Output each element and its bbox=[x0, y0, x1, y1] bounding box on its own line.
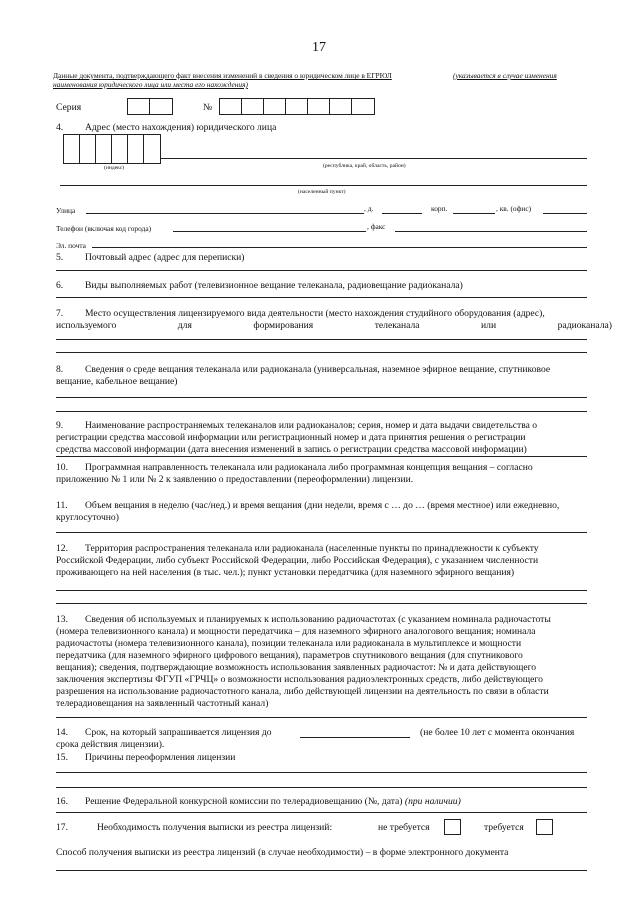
section15-title: Причины переоформления лицензии bbox=[85, 752, 236, 763]
phone-line[interactable] bbox=[173, 231, 366, 232]
section7-line2: используемого для формирования телеканала или радиоканала) bbox=[56, 320, 612, 331]
section6-line[interactable] bbox=[56, 297, 587, 298]
extract-method-label: Способ получения выписки из реестра лицензий (в случае необходимости) – в форме электронного документа bbox=[56, 847, 509, 858]
number-box-3[interactable] bbox=[263, 98, 287, 115]
section10-line1: Программная направленность телеканала или радиоканала либо программная концепция вещания – согласно bbox=[85, 462, 533, 473]
section4-title: Адрес (место нахождения) юридического лица bbox=[85, 122, 277, 133]
email-label: Эл. почта bbox=[56, 241, 86, 250]
section13-line2: (номера телевизионного канала) и мощности передатчика – для наземного эфирного аналогового вещания; номинала bbox=[56, 626, 536, 637]
section4-num: 4. bbox=[56, 122, 64, 133]
section16-title-text: Решение Федеральной конкурсной комиссии по телерадиовещанию (№, дата) bbox=[85, 796, 403, 807]
section12-line-b[interactable] bbox=[56, 603, 587, 604]
egrul-note bbox=[53, 71, 598, 89]
section13-line1: Сведения об используемых и планируемых к использованию радиочастотах (с указанием номинала радиочастоты bbox=[85, 614, 551, 625]
number-box-5[interactable] bbox=[307, 98, 331, 115]
series-box-2[interactable] bbox=[149, 98, 173, 115]
section15-num: 15. bbox=[56, 752, 68, 763]
section12-line1: Территория распространения телеканала или радиоканала (населенные пункты по принадлежности к субъекту bbox=[85, 543, 539, 554]
street-line[interactable] bbox=[86, 213, 364, 214]
section14-line1-b: (не более 10 лет с момента окончания bbox=[420, 727, 575, 738]
number-label: № bbox=[203, 102, 213, 113]
section12-line-a[interactable] bbox=[56, 590, 587, 591]
fax-label: , факс bbox=[367, 222, 386, 231]
building-label: корп. bbox=[431, 204, 448, 213]
page-number: 17 bbox=[312, 40, 326, 55]
fax-line[interactable] bbox=[395, 231, 587, 232]
section16-note: (при наличии) bbox=[404, 796, 461, 807]
series-box-1[interactable] bbox=[127, 98, 151, 115]
section13-num: 13. bbox=[56, 614, 68, 625]
number-box-4[interactable] bbox=[285, 98, 309, 115]
section9-line3: средства массовой информации (дата внесения изменений в запись о регистрации средства массовой информации) bbox=[56, 444, 527, 455]
section15-line-b[interactable] bbox=[56, 787, 587, 788]
section11-line1: Объем вещания в неделю (час/нед.) и время вещания (дни недели, время с … до … (время местное) или ежедневно, bbox=[85, 500, 560, 511]
egrul-note-text: (указывается в случае изменения наименования юридического лица или места его нахождения) bbox=[53, 71, 557, 89]
number-box-6[interactable] bbox=[329, 98, 353, 115]
locality-line[interactable] bbox=[60, 185, 587, 186]
house-line[interactable] bbox=[382, 213, 422, 214]
region-line[interactable] bbox=[161, 158, 587, 159]
extract-method-line[interactable] bbox=[56, 870, 587, 871]
house-label: , д. bbox=[364, 204, 374, 213]
section9-line1: Наименование распространяемых телеканалов или радиоканалов; серия, номер и дата выдачи свидетельства о bbox=[85, 420, 538, 431]
section17-title: Необходимость получения выписки из реестра лицензий: bbox=[97, 822, 333, 833]
section8-line-b[interactable] bbox=[56, 411, 587, 412]
section15-line-a[interactable] bbox=[56, 772, 587, 773]
section7-line-a[interactable] bbox=[56, 339, 587, 340]
section14-date-line[interactable] bbox=[300, 737, 410, 738]
section13-line8: телерадиовещания на заявленный частотный канал) bbox=[56, 698, 269, 709]
region-caption: (республика, край, область, район) bbox=[323, 163, 406, 169]
index-caption: (индекс) bbox=[104, 165, 125, 171]
email-line[interactable] bbox=[92, 247, 587, 248]
section11-line2: круглосуточно) bbox=[56, 512, 119, 523]
section10-line2: приложению № 1 или № 2 к заявлению о предоставлении (переоформлении) лицензии. bbox=[56, 474, 414, 485]
section8-line1: Сведения о среде вещания телеканала или радиоканала (универсальная, наземное эфирное вещание, спутниковое bbox=[85, 364, 551, 375]
section16-line-a[interactable] bbox=[56, 812, 587, 813]
section12-num: 12. bbox=[56, 543, 68, 554]
section10-num: 10. bbox=[56, 462, 68, 473]
series-label: Серия bbox=[56, 102, 82, 113]
street-label: Улица bbox=[56, 206, 76, 215]
section13-line6: заключения экспертизы ФГУП «ГРЧЦ» о возможности использования радиоэлектронных средств, либо действующего bbox=[56, 674, 543, 685]
locality-caption: (населенный пункт) bbox=[298, 189, 346, 195]
section5-line[interactable] bbox=[56, 270, 587, 271]
section13-line3: радиочастоты (номера телевизионного канала), позиции телеканала или радиоканала в мультиплексе и мощности bbox=[56, 638, 522, 649]
section16-num: 16. bbox=[56, 796, 68, 807]
apartment-label: , кв. (офис) bbox=[496, 204, 532, 213]
option-yes-label: требуется bbox=[484, 822, 524, 833]
phone-label: Телефон (включая код города) bbox=[56, 224, 152, 233]
option-yes-checkbox[interactable] bbox=[536, 819, 553, 835]
section13-line5: вещания); сведения, подтверждающие возможность использования заявленных радиочастот: № и дата действующего bbox=[56, 662, 537, 673]
section16-title bbox=[85, 796, 461, 809]
index-box-6[interactable] bbox=[143, 134, 161, 164]
section11-num: 11. bbox=[56, 500, 68, 511]
option-no-checkbox[interactable] bbox=[444, 819, 461, 835]
apartment-line[interactable] bbox=[543, 213, 587, 214]
section12-line3: проживающего на ней населения (в тыс. чел.); пункт установки передатчика (для наземного эфирного вещания) bbox=[56, 567, 515, 578]
section6-num: 6. bbox=[56, 280, 64, 291]
section5-title: Почтовый адрес (адрес для переписки) bbox=[85, 252, 245, 263]
number-box-7[interactable] bbox=[351, 98, 375, 115]
section9-num: 9. bbox=[56, 420, 64, 431]
section8-num: 8. bbox=[56, 364, 64, 375]
section13-line7: разрешения на использование радиочастотного канала, либо действующей лицензии на деятельность по связи в области bbox=[56, 686, 549, 697]
section17-num: 17. bbox=[56, 822, 68, 833]
section13-line-a[interactable] bbox=[56, 717, 587, 718]
section11-line-a[interactable] bbox=[56, 532, 587, 533]
option-no-label: не требуется bbox=[378, 822, 430, 833]
section7-line1: Место осуществления лицензируемого вида деятельности (место нахождения студийного оборудования (адрес), bbox=[85, 308, 545, 319]
number-box-1[interactable] bbox=[219, 98, 243, 115]
section14-num: 14. bbox=[56, 727, 68, 738]
section7-num: 7. bbox=[56, 308, 64, 319]
section5-num: 5. bbox=[56, 252, 64, 263]
section8-line-a[interactable] bbox=[56, 397, 587, 398]
number-box-2[interactable] bbox=[241, 98, 265, 115]
section14-line1-a: Срок, на который запрашивается лицензия до bbox=[85, 727, 272, 738]
section14-line2: срока действия лицензии). bbox=[56, 739, 165, 750]
section13-line4: передатчика (для наземного эфирного цифрового вещания), параметров спутникового вещания (для спутникового bbox=[56, 650, 523, 661]
section6-title: Виды выполняемых работ (телевизионное вещание телеканала, радиовещание радиоканала) bbox=[85, 280, 463, 291]
section9-line-a[interactable] bbox=[56, 456, 587, 457]
section8-line2: вещание, кабельное вещание) bbox=[56, 376, 178, 387]
section7-line-b[interactable] bbox=[56, 352, 587, 353]
egrul-label: Данные документа, подтверждающего факт внесения изменений в сведения о юридическом лице в ЕГРЮЛ bbox=[53, 71, 392, 80]
building-line[interactable] bbox=[453, 213, 495, 214]
section9-line2: регистрации средства массовой информации или регистрационный номер и дата принятия решения о регистрации bbox=[56, 432, 526, 443]
section12-line2: Российской Федерации, либо субъект Российской Федерации, либо Российская Федерация), с указанием численности bbox=[56, 555, 539, 566]
